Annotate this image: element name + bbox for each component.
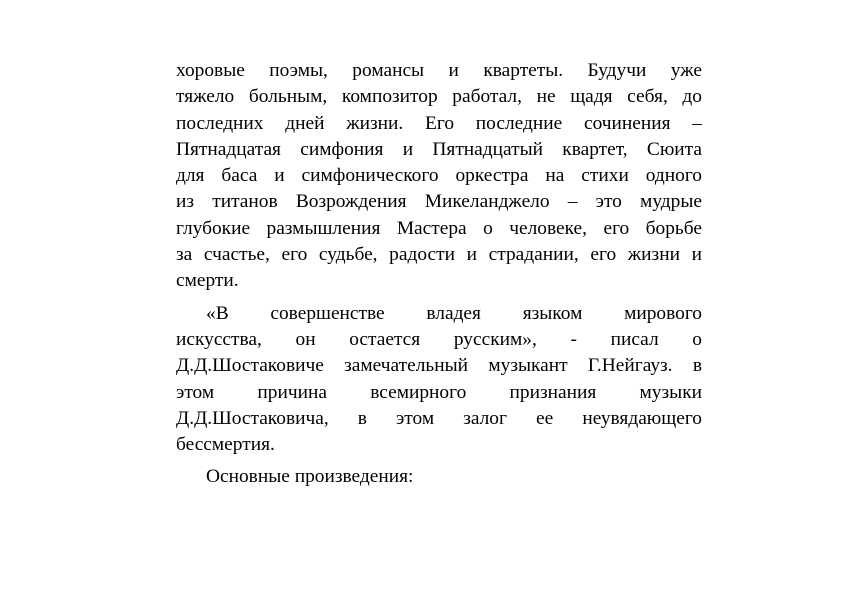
text-line: бессмертия.: [176, 434, 275, 456]
text-line: за счастье, его судьбе, радости и страдании, его жизни и: [176, 244, 702, 266]
text-line: искусства, он остается русским», - писал о: [176, 328, 702, 350]
text-line: глубокие размышления Мастера о человеке, его борьбе: [176, 217, 702, 239]
paragraph-1: [176, 58, 702, 295]
text-line: Д.Д.Шостаковича, в этом залог ее неувядающего: [176, 407, 702, 429]
document-text: [176, 58, 702, 491]
paragraph-3: [176, 464, 702, 490]
text-line: этом причина всемирного признания музыки: [176, 381, 702, 403]
section-heading: Основные произведения:: [206, 466, 414, 488]
text-line: для баса и симфонического оркестра на стихи одного: [176, 165, 702, 187]
text-line: Д.Д.Шостаковиче замечательный музыкант Г.Нейгауз. в: [176, 355, 702, 377]
text-line: хоровые поэмы, романсы и квартеты. Будучи уже: [176, 60, 702, 81]
text-line: «В совершенстве владея языком мирового: [206, 302, 702, 324]
paragraph-2: [176, 301, 702, 459]
text-line: смерти.: [176, 270, 239, 292]
text-line: тяжело больным, композитор работал, не щадя себя, до: [176, 86, 702, 108]
text-line: из титанов Возрождения Микеланджело – это мудрые: [176, 191, 702, 213]
text-line: последних дней жизни. Его последние сочинения –: [176, 112, 702, 134]
text-line: Пятнадцатая симфония и Пятнадцатый квартет, Сюита: [176, 138, 702, 160]
